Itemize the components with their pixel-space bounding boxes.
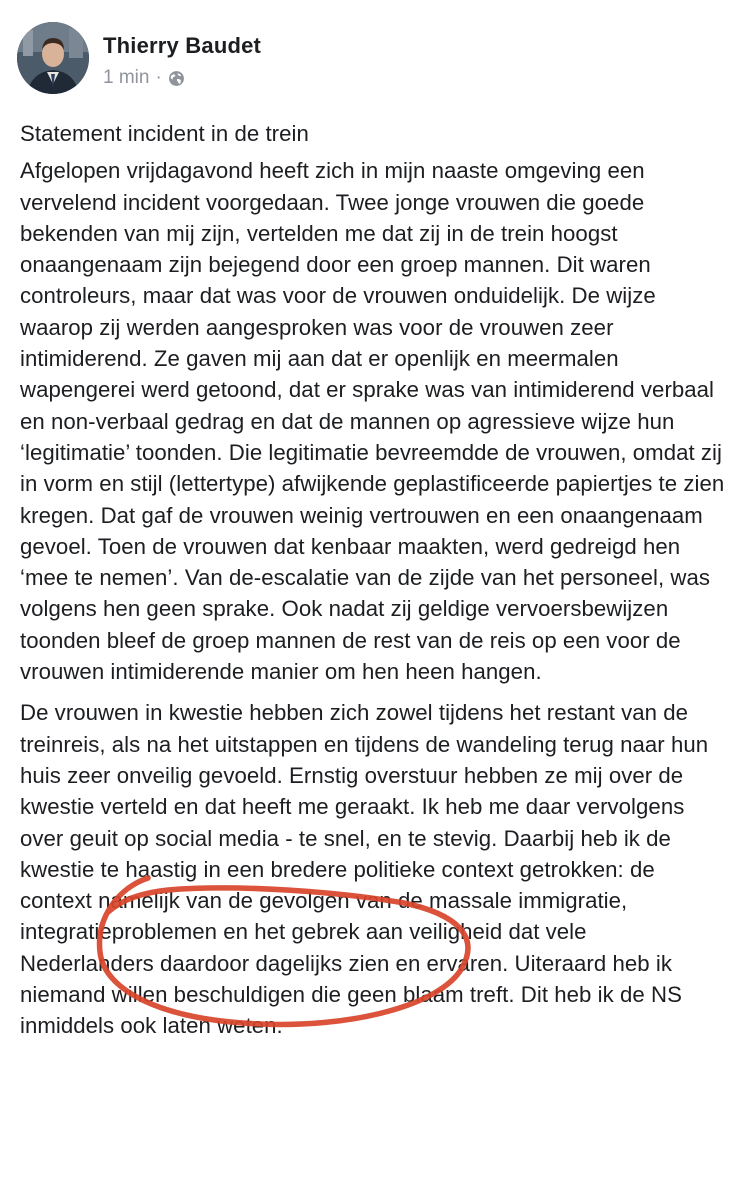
avatar[interactable] (17, 22, 89, 94)
meta-separator: · (155, 67, 162, 88)
post-meta (103, 67, 185, 89)
post-title: Statement incident in de trein (20, 121, 309, 146)
globe-icon[interactable] (168, 70, 185, 87)
author-name[interactable]: Thierry Baudet (103, 33, 262, 58)
profile-photo (17, 22, 89, 94)
post-paragraph-1: Afgelopen vrijdagavond heeft zich in mijn naaste omgeving een vervelend incident voorgedaan. Twee jonge vrouwen die goede bekenden van mij zijn, vertelden me dat zij in de trein hoogst onaangenaam zijn bejegend door een groep mannen. Dit waren controleurs, maar dat was voor de vrouwen onduidelijk. De wijze waarop zij werden aangesproken was voor de vrouwen zeer intimiderend. Ze gaven mij aan dat er openlijk en meermalen wapengerei werd getoond, dat er sprake was van intimiderend verbaal en non-verbaal gedrag en dat de mannen op agressieve wijze hun ‘legitimatie’ toonden. Die legitimatie bevreemdde de vrouwen, omdat zij in vorm en stijl (lettertype) afwijkende geplastificeerde papiertjes te zien kregen. Dat gaf de vrouwen weinig vertrouwen en een onaangenaam gevoel. Toen de vrouwen dat kenbaar maakten, werd gedreigd hen ‘mee te nemen’. Van de-escalatie van de zijde van het personeel, was volgens hen geen sprake. Ook nadat zij geldige vervoersbewijzen toonden bleef de groep mannen de rest van de reis op een voor de vrouwen intimiderende manier om hen heen hangen. (20, 158, 725, 685)
post-paragraph-2: De vrouwen in kwestie hebben zich zowel tijdens het restant van de treinreis, als na het uitstappen en tijdens de wandeling terug naar hun huis zeer onveilig gevoeld. Ernstig overstuur hebben ze mij over de kwestie verteld en dat heeft me geraakt. Ik heb me daar vervolgens over geuit op social media - te snel, en te stevig. Daarbij heb ik de kwestie te haastig in een bredere politieke context getrokken: de context namelijk van de gevolgen van de massale immigratie, integratieproblemen en het gebrek aan veiligheid dat vele Nederlanders daardoor dagelijks zien en ervaren. Uiteraard heb ik niemand willen beschuldigen die geen blaam treft. Dit heb ik de NS inmiddels ook laten weten. (20, 700, 709, 1039)
post-timestamp[interactable]: 1 min (103, 67, 150, 88)
post-body (20, 118, 725, 1042)
